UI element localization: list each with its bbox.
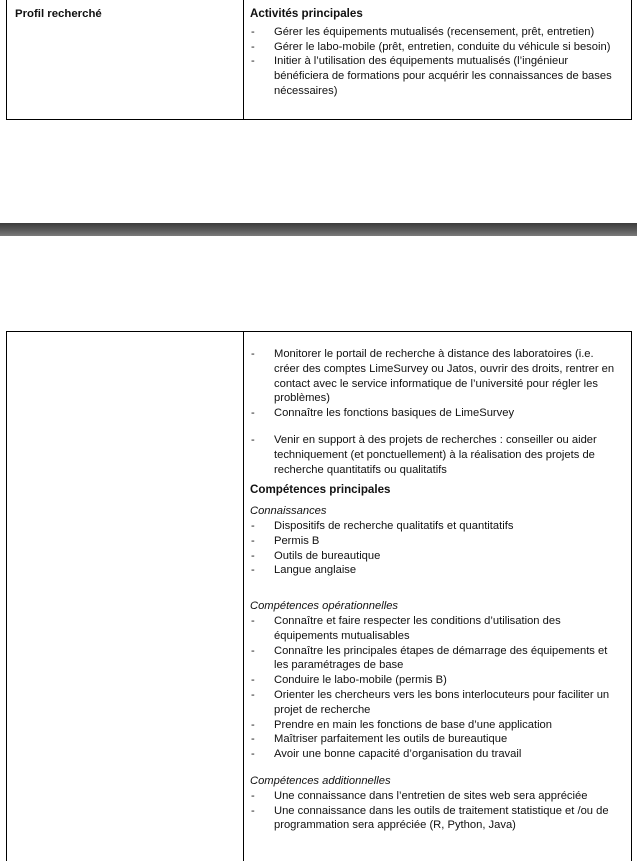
list-item: - Une connaissance dans les outils de traitement statistique et /ou de programmation sera appréciée (R, Python, Java) [250, 804, 621, 834]
competences-heading: Compétences principales [250, 483, 391, 497]
list-item: - Orienter les chercheurs vers les bons interlocuteurs pour faciliter un projet de recherche [250, 688, 621, 718]
additionnelles-list [250, 789, 621, 833]
table-profile-activities [6, 0, 632, 120]
operationnelles-list [250, 614, 621, 762]
activities-list-continued [250, 347, 621, 421]
list-item: - Dispositifs de recherche qualitatifs et quantitatifs [250, 519, 621, 534]
table-activities-continued [6, 331, 632, 861]
connaissances-heading: Connaissances [250, 505, 327, 518]
additionnelles-heading: Compétences additionnelles [250, 774, 391, 787]
profile-header: Profil recherché [15, 8, 102, 20]
activities-list [250, 25, 621, 99]
list-item: - Gérer le labo-mobile (prêt, entretien, conduite du véhicule si besoin) [250, 40, 621, 55]
activities-cell [250, 7, 621, 99]
page-break-separator [0, 223, 637, 236]
column-divider [243, 0, 244, 119]
list-item: - Initier à l’utilisation des équipements mutualisés (l’ingénieur bénéficiera de formations pour acquérir les connaissances de bases nécessaires) [250, 54, 621, 98]
list-item: - Prendre en main les fonctions de base d’une application [250, 718, 621, 733]
activities-continued-cell [250, 347, 621, 833]
list-item: - Permis B [250, 534, 621, 549]
list-item: - Maîtriser parfaitement les outils de bureautique [250, 732, 621, 747]
list-item: - Venir en support à des projets de recherches : conseiller ou aider techniquement (et ponctuellement) à la réalisation des projets de recherche quantitatifs ou qualitatifs [250, 433, 621, 477]
list-item: - Une connaissance dans l’entretien de sites web sera appréciée [250, 789, 621, 804]
activities-list-support [250, 433, 621, 477]
list-item: - Connaître les fonctions basiques de LimeSurvey [250, 406, 621, 421]
list-item: - Avoir une bonne capacité d’organisation du travail [250, 747, 621, 762]
list-item: - Conduire le labo-mobile (permis B) [250, 673, 621, 688]
connaissances-list [250, 519, 621, 578]
list-item: - Gérer les équipements mutualisés (recensement, prêt, entretien) [250, 25, 621, 40]
list-item: - Outils de bureautique [250, 549, 621, 564]
column-divider [243, 332, 244, 861]
operationnelles-heading: Compétences opérationnelles [250, 600, 399, 613]
list-item: - Monitorer le portail de recherche à distance des laboratoires (i.e. créer des comptes LimeSurvey ou Jatos, ouvrir des droits, rentrer en contact avec le service informatique de l’université pour régler les problèmes) [250, 347, 621, 406]
activities-heading: Activités principales [250, 7, 363, 20]
list-item: - Langue anglaise [250, 563, 621, 578]
list-item: - Connaître et faire respecter les conditions d’utilisation des équipements mutualisables [250, 614, 621, 644]
list-item: - Connaître les principales étapes de démarrage des équipements et les paramétrages de base [250, 644, 621, 674]
